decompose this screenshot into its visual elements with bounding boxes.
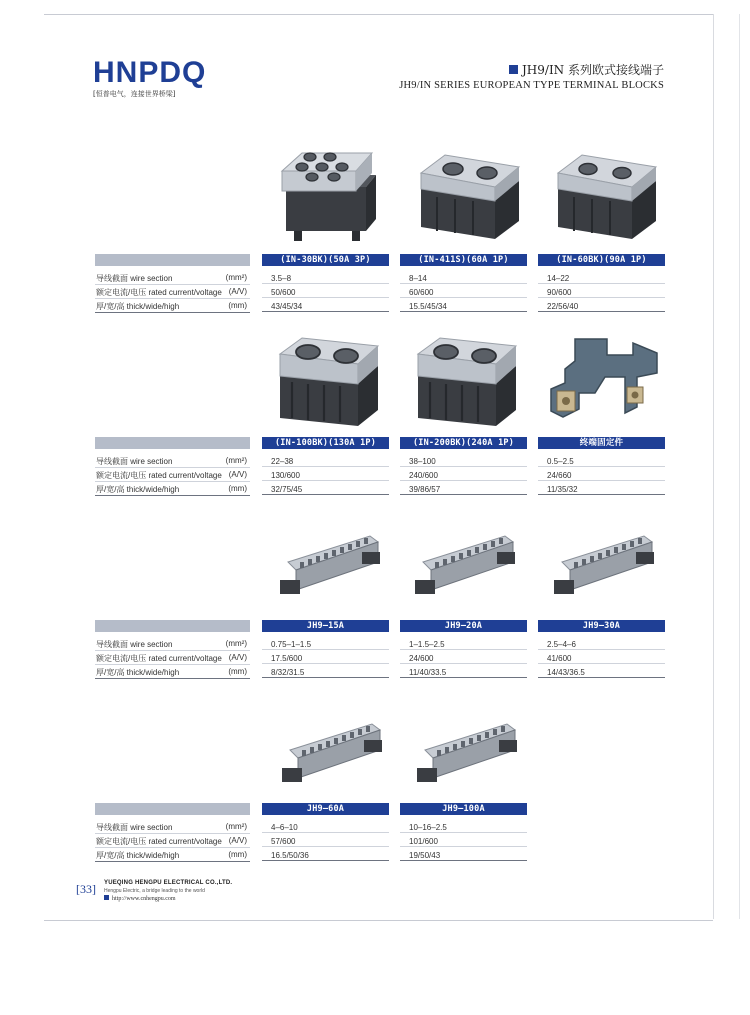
spec-row-rating	[95, 468, 250, 482]
rating-value: 101/600	[400, 834, 527, 847]
brand-logo	[93, 58, 206, 99]
spec-unit: (A/V)	[228, 470, 247, 479]
wire-value: 22–38	[262, 454, 389, 467]
dims-value: 39/86/57	[400, 482, 527, 495]
spec-row-wire	[95, 820, 250, 834]
rating-value: 24/660	[538, 468, 665, 481]
spec-row-wire	[95, 637, 250, 651]
spec-row-rating	[95, 834, 250, 848]
rating-value: 50/600	[262, 285, 389, 298]
spec-row-wire	[95, 454, 250, 468]
product-name: JH9–100A	[400, 803, 527, 815]
spec-row-dims	[95, 482, 250, 496]
logo-slogan: [恒普电气，连接世界桥梁]	[93, 90, 176, 98]
spec-label: 导线截面 wire section	[96, 640, 173, 649]
spec-label: 额定电流/电压 rated current/voltage	[96, 837, 222, 846]
product-name: (IN-200BK)(240A 1P)	[400, 437, 527, 449]
spec-unit: (A/V)	[228, 287, 247, 296]
product-image-end-clamp	[545, 333, 663, 425]
product-image-large-block	[272, 330, 384, 430]
page-number: [33]	[76, 882, 96, 896]
spec-table	[95, 437, 666, 537]
product-image-single-pole-block	[552, 147, 662, 243]
spec-label: 导线截面 wire section	[96, 823, 173, 832]
rating-value: 24/600	[400, 651, 527, 664]
wire-value: 4–6–10	[262, 820, 389, 833]
product-name: (IN-100BK)(130A 1P)	[262, 437, 389, 449]
product-column	[400, 620, 527, 678]
product-column	[262, 254, 389, 312]
spec-unit: (mm²)	[225, 273, 247, 282]
dims-value: 15.5/45/34	[400, 299, 527, 312]
spec-unit: (mm)	[228, 301, 247, 310]
trim-line	[739, 14, 740, 919]
spec-table	[95, 620, 666, 720]
product-name: JH9–30A	[538, 620, 665, 632]
spec-label: 厚/宽/高 thick/wide/high	[96, 302, 180, 311]
spec-row-rating	[95, 285, 250, 299]
company-name: YUEQING HENGPU ELECTRICAL CO.,LTD.	[104, 880, 233, 886]
product-image-terminal-strip	[415, 720, 521, 790]
company-slogan: Hengpu Electric, a bridge leading to the world	[104, 888, 205, 894]
rating-value: 60/600	[400, 285, 527, 298]
product-column	[538, 620, 665, 678]
product-column	[262, 437, 389, 495]
spec-label: 额定电流/电压 rated current/voltage	[96, 471, 222, 480]
spec-label: 导线截面 wire section	[96, 274, 173, 283]
spec-row-dims	[95, 665, 250, 679]
spec-unit: (mm²)	[225, 456, 247, 465]
series-header	[399, 63, 664, 91]
wire-value: 38–100	[400, 454, 527, 467]
wire-value: 3.5–8	[262, 271, 389, 284]
product-name: 终端固定件	[538, 437, 665, 449]
product-name: JH9–60A	[262, 803, 389, 815]
dims-value: 8/32/31.5	[262, 665, 389, 678]
spec-unit: (mm²)	[225, 639, 247, 648]
dims-value: 19/50/43	[400, 848, 527, 861]
wire-value: 2.5–4–6	[538, 637, 665, 650]
spec-row-wire	[95, 271, 250, 285]
spec-unit: (A/V)	[228, 836, 247, 845]
spec-label: 额定电流/电压 rated current/voltage	[96, 654, 222, 663]
spec-unit: (A/V)	[228, 653, 247, 662]
square-bullet-icon	[104, 895, 109, 900]
product-name: (IN-411S)(60A 1P)	[400, 254, 527, 266]
logo-wordmark: HNPDQ	[93, 56, 207, 89]
dims-value: 11/40/33.5	[400, 665, 527, 678]
dims-value: 22/56/40	[538, 299, 665, 312]
spec-unit: (mm)	[228, 850, 247, 859]
wire-value: 14–22	[538, 271, 665, 284]
product-name: JH9–15A	[262, 620, 389, 632]
product-name: (IN-30BK)(50A 3P)	[262, 254, 389, 266]
series-title-cn: JH9/IN 系列欧式接线端子	[521, 63, 664, 77]
rating-value: 90/600	[538, 285, 665, 298]
dims-value: 14/43/36.5	[538, 665, 665, 678]
rating-value: 240/600	[400, 468, 527, 481]
spec-header-bar	[95, 437, 250, 449]
wire-value: 1–1.5–2.5	[400, 637, 527, 650]
spec-label: 厚/宽/高 thick/wide/high	[96, 851, 180, 860]
product-column	[262, 803, 389, 861]
spec-header-bar	[95, 254, 250, 266]
website-link[interactable]: http://www.cnhengpu.com	[112, 896, 176, 902]
rating-value: 130/600	[262, 468, 389, 481]
product-image-single-pole-block	[415, 147, 525, 243]
dims-value: 11/35/32	[538, 482, 665, 495]
spec-row-rating	[95, 651, 250, 665]
wire-value: 8–14	[400, 271, 527, 284]
rating-value: 41/600	[538, 651, 665, 664]
product-column	[262, 620, 389, 678]
product-name: JH9–20A	[400, 620, 527, 632]
spec-label: 厚/宽/高 thick/wide/high	[96, 485, 180, 494]
wire-value: 10–16–2.5	[400, 820, 527, 833]
spec-row-dims	[95, 848, 250, 862]
product-image-terminal-strip	[552, 532, 658, 602]
product-image-terminal-strip	[278, 532, 384, 602]
spec-header-bar	[95, 803, 250, 815]
wire-value: 0.5–2.5	[538, 454, 665, 467]
product-name: (IN-60BK)(90A 1P)	[538, 254, 665, 266]
product-column	[400, 254, 527, 312]
product-column	[538, 254, 665, 312]
spec-label: 额定电流/电压 rated current/voltage	[96, 288, 222, 297]
product-image-terminal-strip	[413, 532, 519, 602]
spec-unit: (mm)	[228, 484, 247, 493]
product-column	[400, 437, 527, 495]
spec-unit: (mm²)	[225, 822, 247, 831]
product-image-terminal-strip	[280, 720, 386, 790]
trim-line	[713, 14, 714, 919]
product-column	[400, 803, 527, 861]
dims-value: 16.5/50/36	[262, 848, 389, 861]
spec-label: 导线截面 wire section	[96, 457, 173, 466]
spec-row-dims	[95, 299, 250, 313]
wire-value: 0.75–1–1.5	[262, 637, 389, 650]
square-bullet-icon	[509, 65, 518, 74]
product-image-3-pole-block	[272, 145, 380, 245]
spec-header-bar	[95, 620, 250, 632]
spec-label: 厚/宽/高 thick/wide/high	[96, 668, 180, 677]
dims-value: 32/75/45	[262, 482, 389, 495]
rating-value: 57/600	[262, 834, 389, 847]
product-column	[538, 437, 665, 495]
spec-unit: (mm)	[228, 667, 247, 676]
rating-value: 17.5/600	[262, 651, 389, 664]
product-image-large-block	[410, 330, 522, 430]
dims-value: 43/45/34	[262, 299, 389, 312]
series-title-en: JH9/IN SERIES EUROPEAN TYPE TERMINAL BLOCKS	[399, 80, 664, 91]
